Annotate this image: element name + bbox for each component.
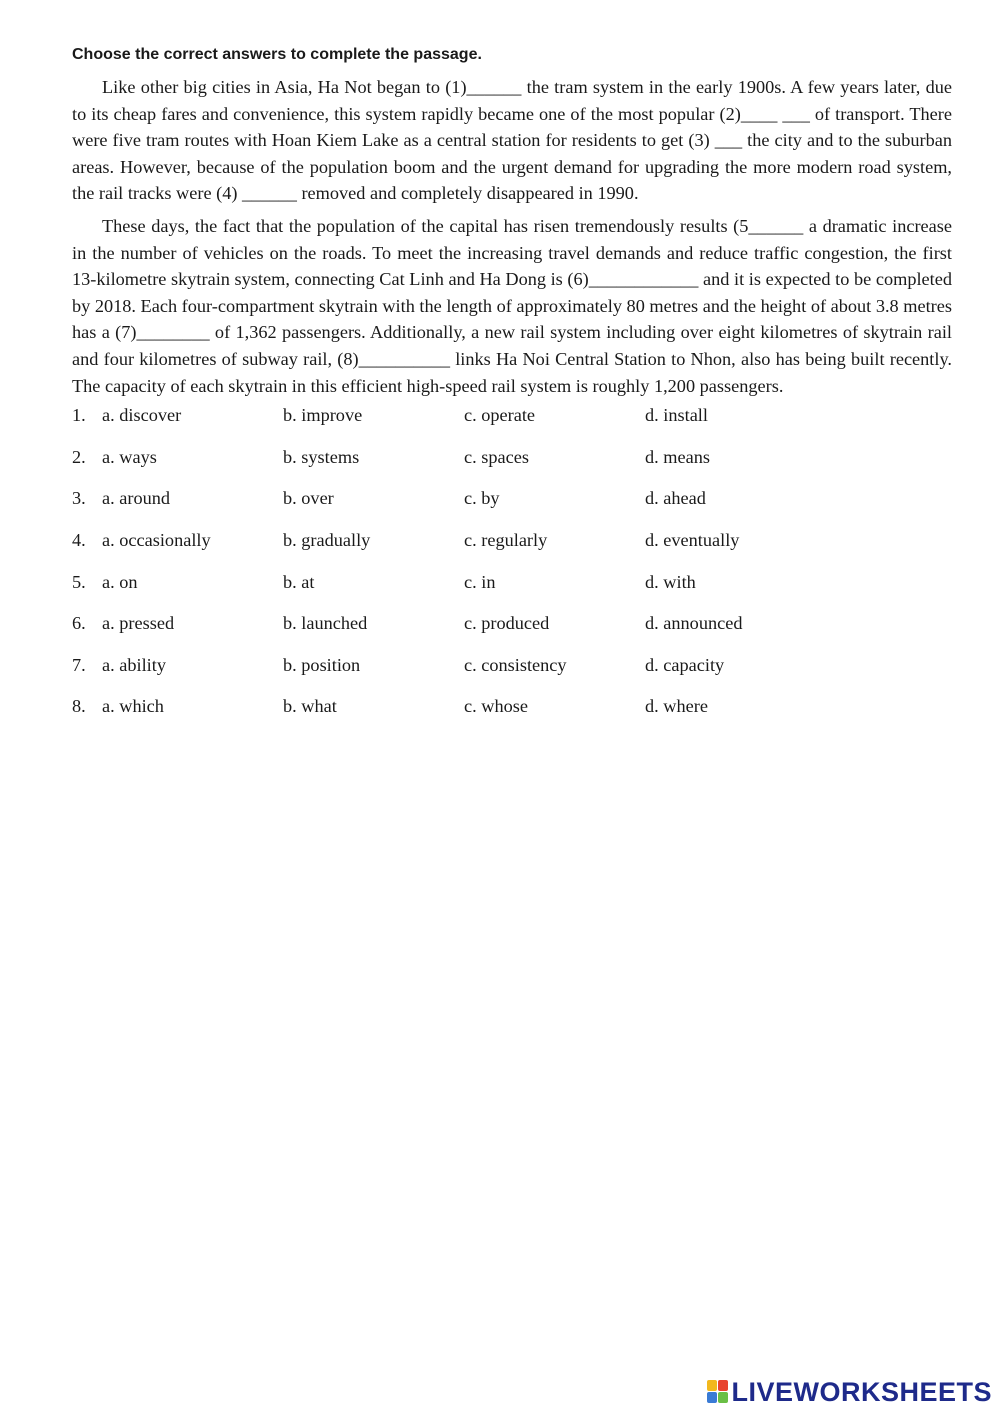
option-a[interactable]: a. pressed: [102, 613, 175, 634]
option-b[interactable]: b. improve: [283, 405, 363, 426]
question-number: 8.: [72, 696, 86, 717]
question-row: [72, 405, 952, 447]
option-a[interactable]: a. occasionally: [102, 529, 211, 550]
passage-paragraph-1: Like other big cities in Asia, Ha Not began to (1)______ the tram system in the early 1900s. A few years later, due to its cheap fares and convenience, this system rapidly became one of the most popular (2)____ ___ of transport. There were five tram routes with Hoan Kiem Lake as a central station for residents to get (3) ___ the city and to the suburban areas. However, because of the population boom and the urgent demand for upgrading the more modern road system, the rail tracks were (4) ______ removed and completely disappeared in 1990.: [72, 77, 952, 204]
option-d[interactable]: d. capacity: [645, 654, 725, 675]
option-c[interactable]: c. by: [464, 488, 500, 509]
question-number: 1.: [72, 405, 86, 426]
question-list: [72, 405, 952, 738]
option-d[interactable]: d. eventually: [645, 529, 740, 550]
option-d[interactable]: d. means: [645, 446, 710, 467]
option-a[interactable]: a. around: [102, 488, 171, 509]
option-a[interactable]: a. on: [102, 571, 138, 592]
option-b[interactable]: b. what: [283, 696, 337, 717]
option-c[interactable]: c. whose: [464, 696, 528, 717]
option-d[interactable]: d. install: [645, 405, 708, 426]
instruction-heading: Choose the correct answers to complete the passage.: [72, 46, 482, 63]
option-c[interactable]: c. regularly: [464, 529, 548, 550]
question-row: [72, 696, 952, 738]
option-d[interactable]: d. ahead: [645, 488, 706, 509]
option-c[interactable]: c. spaces: [464, 446, 529, 467]
question-number: 2.: [72, 446, 86, 467]
option-c[interactable]: c. produced: [464, 613, 550, 634]
question-number: 4.: [72, 529, 86, 550]
question-row: [72, 530, 952, 572]
option-a[interactable]: a. ways: [102, 446, 157, 467]
option-d[interactable]: d. announced: [645, 613, 743, 634]
option-a[interactable]: a. discover: [102, 405, 182, 426]
option-b[interactable]: b. launched: [283, 613, 368, 634]
question-number: 3.: [72, 488, 86, 509]
question-row: [72, 488, 952, 530]
question-row: [72, 447, 952, 489]
option-b[interactable]: b. systems: [283, 446, 360, 467]
question-row: [72, 655, 952, 697]
question-row: [72, 572, 952, 614]
option-d[interactable]: d. with: [645, 571, 696, 592]
option-c[interactable]: c. operate: [464, 405, 536, 426]
option-b[interactable]: b. at: [283, 571, 315, 592]
option-b[interactable]: b. position: [283, 654, 361, 675]
liveworksheets-logo[interactable]: [707, 1377, 992, 1407]
question-number: 5.: [72, 571, 86, 592]
liveworksheets-mark-icon: [707, 1380, 729, 1404]
option-b[interactable]: b. gradually: [283, 529, 371, 550]
option-c[interactable]: c. consistency: [464, 654, 567, 675]
question-row: [72, 613, 952, 655]
option-c[interactable]: c. in: [464, 571, 496, 592]
option-a[interactable]: a. which: [102, 696, 164, 717]
option-d[interactable]: d. where: [645, 696, 708, 717]
worksheet-page: [72, 44, 952, 738]
logo-text: LIVEWORKSHEETS: [731, 1376, 992, 1407]
option-a[interactable]: a. ability: [102, 654, 166, 675]
question-number: 6.: [72, 613, 86, 634]
question-number: 7.: [72, 654, 86, 675]
passage-paragraph-2: These days, the fact that the population of the capital has risen tremendously results (5______ a dramatic increase in the number of vehicles on the roads. To meet the increasing travel demands and reduce traffic congestion, the first 13-kilometre skytrain system, connecting Cat Linh and Ha Dong is (6)____________ and it is expected to be completed by 2018. Each four-compartment skytrain with the length of approximately 80 metres and the height of about 3.8 metres has a (7)________ of 1,362 passengers. Additionally, a new rail system including over eight kilometres of skytrain rail and four kilometres of subway rail, (8)__________ links Ha Noi Central Station to Nhon, also has being built recently. The capacity of each skytrain in this efficient high-speed rail system is roughly 1,200 passengers.: [72, 215, 952, 396]
option-b[interactable]: b. over: [283, 488, 334, 509]
